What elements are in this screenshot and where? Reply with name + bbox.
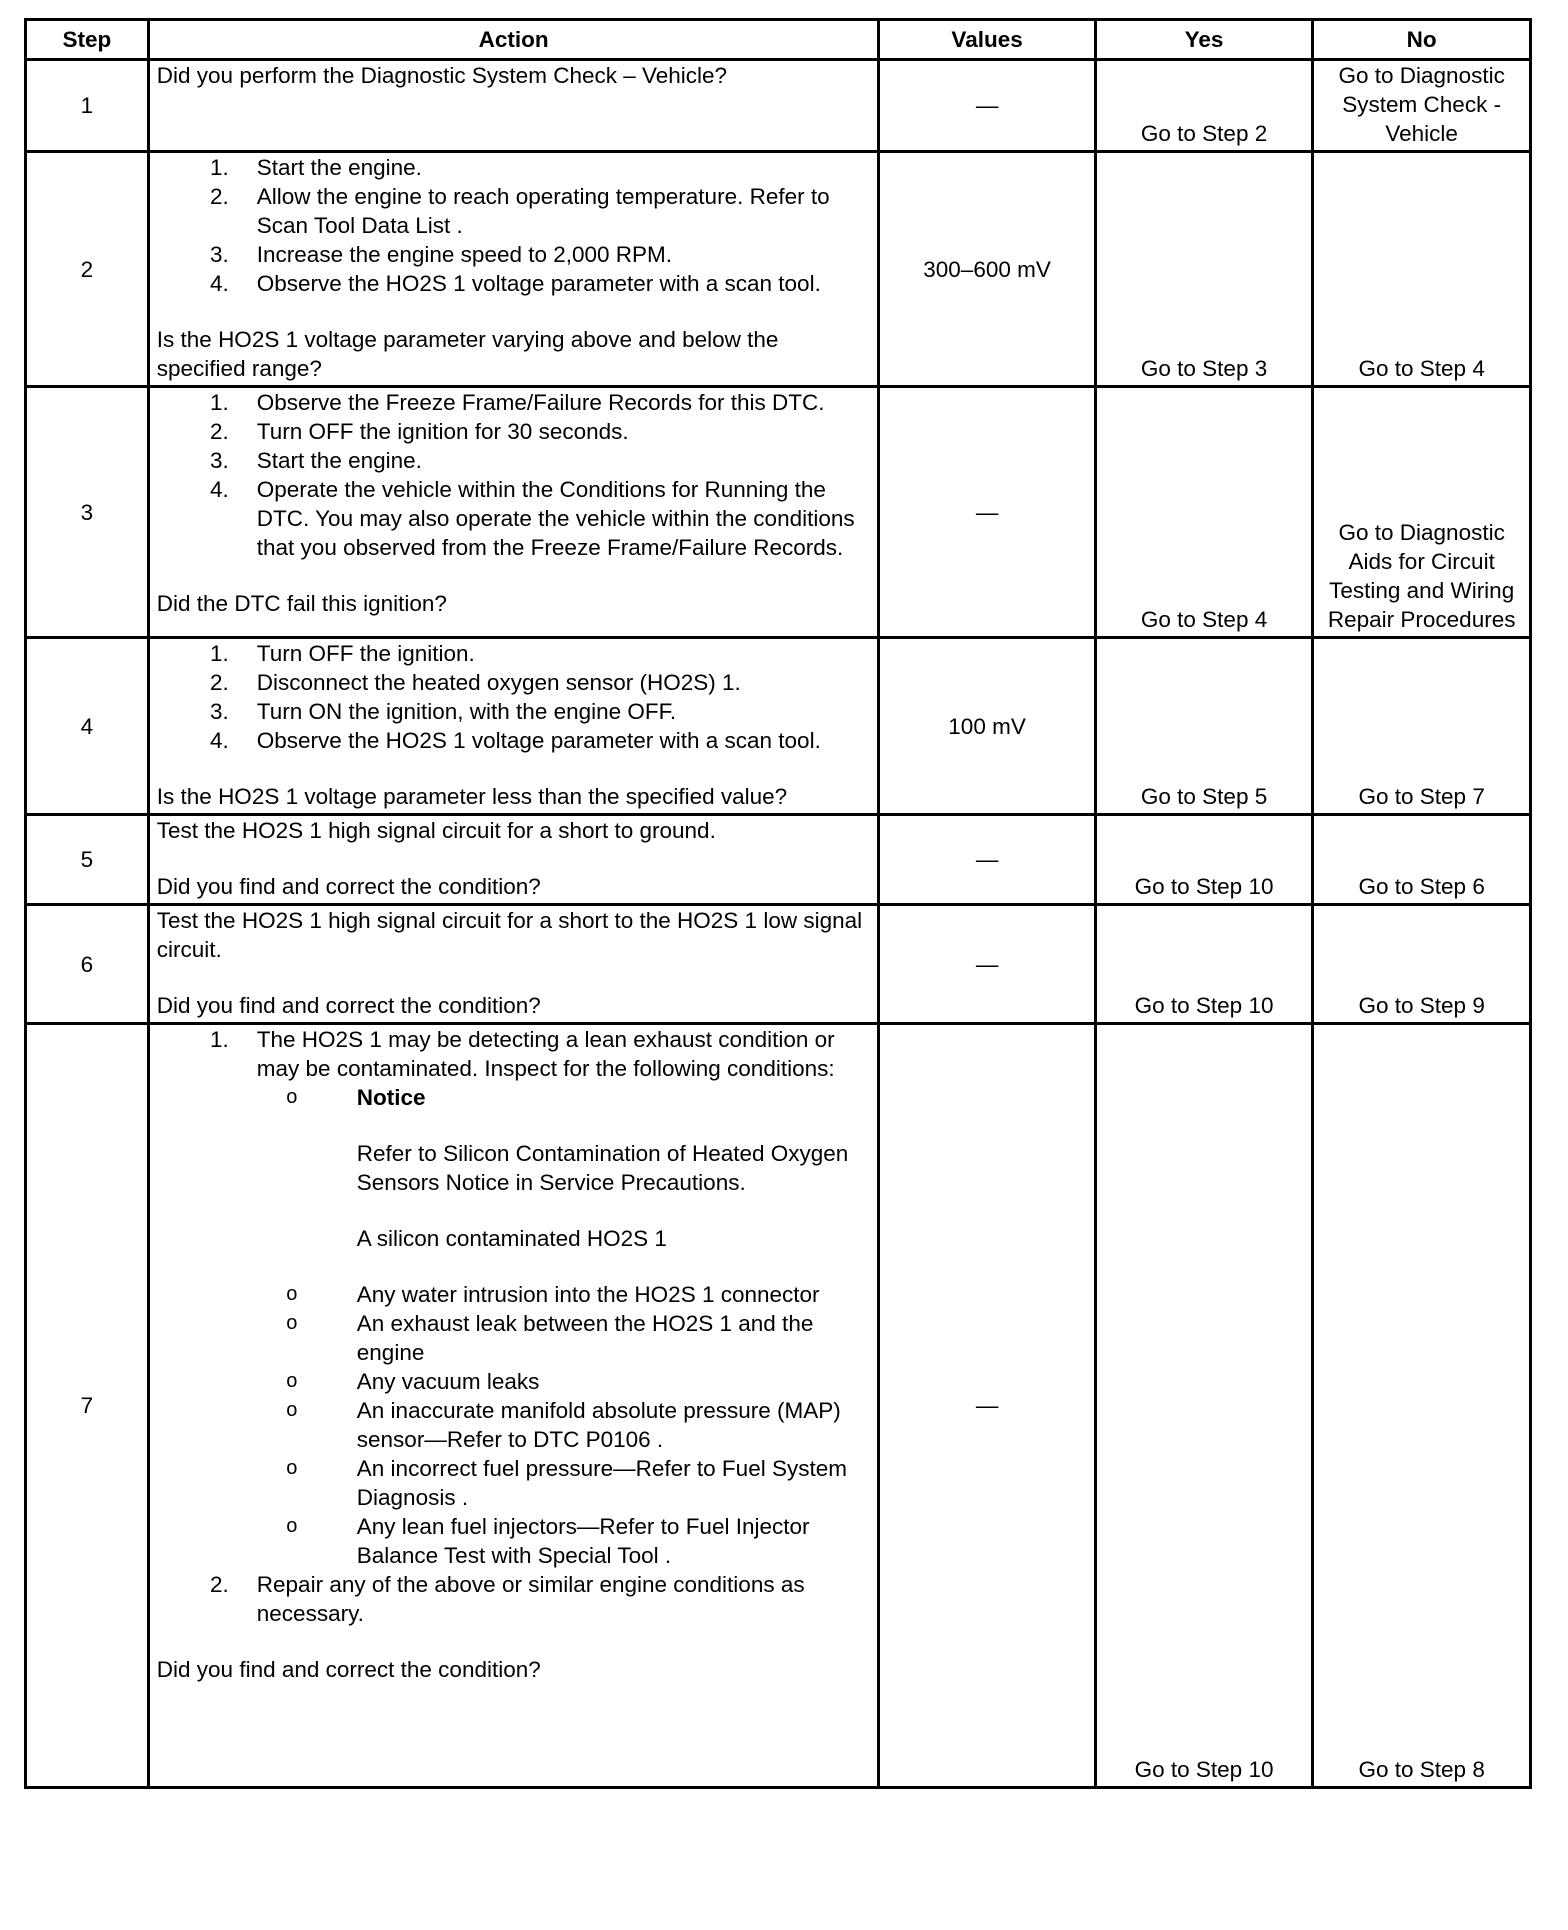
no-cell: Go to Diagnostic System Check - Vehicle [1313, 60, 1531, 152]
list-item [257, 1309, 872, 1367]
table-row [26, 60, 1531, 152]
table-row [26, 638, 1531, 815]
yes-cell: Go to Step 3 [1095, 152, 1313, 387]
action-text: Test the HO2S 1 high signal circuit for a short to ground. [156, 818, 716, 843]
bullet-icon: o [286, 1283, 298, 1305]
list-item [157, 726, 872, 755]
list-item [157, 417, 872, 446]
action-question: Did the DTC fail this ignition? [156, 591, 447, 616]
step-number: 3 [26, 387, 149, 638]
action-list [157, 153, 872, 298]
item-number: 2. [210, 184, 229, 209]
list-item [157, 153, 872, 182]
list-item [257, 1396, 872, 1454]
notice-item: A silicon contaminated HO2S 1 [356, 1226, 667, 1251]
list-item [157, 388, 872, 417]
item-text: Observe the HO2S 1 voltage parameter with a scan tool. [256, 728, 821, 753]
table-row [26, 152, 1531, 387]
no-cell: Go to Step 9 [1313, 905, 1531, 1024]
action-cell [148, 60, 879, 152]
item-text: Operate the vehicle within the Conditions for Running the DTC. You may also operate the vehicle within the conditions that you observed from the Freeze Frame/Failure Records. [256, 477, 855, 560]
list-item [157, 1025, 872, 1570]
item-text: An incorrect fuel pressure—Refer to Fuel System Diagnosis . [356, 1456, 847, 1510]
item-text: Disconnect the heated oxygen sensor (HO2S) 1. [256, 670, 741, 695]
header-action: Action [148, 20, 879, 60]
step-number: 2 [26, 152, 149, 387]
bullet-icon: o [286, 1086, 298, 1108]
header-values: Values [879, 20, 1095, 60]
item-text: Increase the engine speed to 2,000 RPM. [256, 242, 673, 267]
item-number: 4. [210, 477, 229, 502]
header-step: Step [26, 20, 149, 60]
no-cell: Go to Step 7 [1313, 638, 1531, 815]
value-cell: — [879, 1024, 1095, 1788]
step-number: 5 [26, 815, 149, 905]
step-number: 1 [26, 60, 149, 152]
list-item [257, 1280, 872, 1309]
action-list [157, 1025, 872, 1628]
action-question: Did you find and correct the condition? [156, 1657, 541, 1682]
step-number: 4 [26, 638, 149, 815]
header-row [26, 20, 1531, 60]
bullet-icon: o [286, 1370, 298, 1392]
no-cell: Go to Step 4 [1313, 152, 1531, 387]
step-number: 7 [26, 1024, 149, 1788]
no-cell: Go to Diagnostic Aids for Circuit Testing and Wiring Repair Procedures [1313, 387, 1531, 638]
item-text: Repair any of the above or similar engine conditions as necessary. [256, 1572, 805, 1626]
item-text: An inaccurate manifold absolute pressure (MAP) sensor—Refer to DTC P0106 . [356, 1398, 841, 1452]
yes-cell: Go to Step 2 [1095, 60, 1313, 152]
bullet-icon: o [286, 1399, 298, 1421]
item-text: Allow the engine to reach operating temperature. Refer to Scan Tool Data List . [256, 184, 830, 238]
action-cell [148, 387, 879, 638]
no-cell: Go to Step 8 [1313, 1024, 1531, 1788]
yes-cell: Go to Step 10 [1095, 1024, 1313, 1788]
table-row [26, 387, 1531, 638]
item-text: Any lean fuel injectors—Refer to Fuel Injector Balance Test with Special Tool . [356, 1514, 810, 1568]
list-item [157, 639, 872, 668]
item-number: 2. [210, 670, 229, 695]
list-item [157, 182, 872, 240]
list-item [157, 697, 872, 726]
list-item [157, 240, 872, 269]
value-cell: — [879, 60, 1095, 152]
table-row [26, 1024, 1531, 1788]
action-list [157, 639, 872, 755]
item-number: 4. [210, 271, 229, 296]
value-cell: 100 mV [879, 638, 1095, 815]
action-text: Test the HO2S 1 high signal circuit for a short to the HO2S 1 low signal circuit. [156, 908, 863, 962]
item-text: An exhaust leak between the HO2S 1 and the engine [356, 1311, 814, 1365]
item-number: 2. [210, 1572, 229, 1597]
yes-cell: Go to Step 4 [1095, 387, 1313, 638]
item-number: 2. [210, 419, 229, 444]
notice-title: Notice [356, 1085, 426, 1110]
action-list [157, 388, 872, 562]
action-question: Is the HO2S 1 voltage parameter varying above and below the specified range? [156, 327, 779, 381]
action-cell [148, 905, 879, 1024]
item-text [257, 1025, 872, 1570]
yes-cell: Go to Step 5 [1095, 638, 1313, 815]
list-item [157, 446, 872, 475]
action-cell [148, 638, 879, 815]
list-item [157, 668, 872, 697]
list-item [157, 269, 872, 298]
item-text: Observe the Freeze Frame/Failure Records for this DTC. [256, 390, 825, 415]
item-number: 3. [210, 242, 229, 267]
notice-block [357, 1083, 872, 1280]
action-cell [148, 815, 879, 905]
item-text: Start the engine. [256, 155, 422, 180]
bullet-icon: o [286, 1515, 298, 1537]
value-cell: — [879, 815, 1095, 905]
action-question: Did you find and correct the condition? [156, 874, 541, 899]
item-number: 3. [210, 699, 229, 724]
item-text: Any water intrusion into the HO2S 1 connector [356, 1282, 820, 1307]
item-number: 1. [210, 641, 229, 666]
item-text-main: The HO2S 1 may be detecting a lean exhaust condition or may be contaminated. Inspect for the following conditions: [256, 1027, 835, 1081]
value-cell: 300–600 mV [879, 152, 1095, 387]
yes-cell: Go to Step 10 [1095, 815, 1313, 905]
item-number: 4. [210, 728, 229, 753]
yes-cell: Go to Step 10 [1095, 905, 1313, 1024]
item-text: Turn OFF the ignition. [256, 641, 475, 666]
value-cell: — [879, 387, 1095, 638]
header-yes: Yes [1095, 20, 1313, 60]
list-item [257, 1367, 872, 1396]
no-cell: Go to Step 6 [1313, 815, 1531, 905]
item-text: Start the engine. [256, 448, 422, 473]
item-number: 3. [210, 448, 229, 473]
list-item [257, 1454, 872, 1512]
action-cell [148, 152, 879, 387]
item-text: Observe the HO2S 1 voltage parameter with a scan tool. [256, 271, 821, 296]
action-text: Did you perform the Diagnostic System Check – Vehicle? [156, 63, 728, 88]
notice-text: Refer to Silicon Contamination of Heated Oxygen Sensors Notice in Service Precautions. [356, 1141, 849, 1195]
action-question: Is the HO2S 1 voltage parameter less than the specified value? [156, 784, 788, 809]
step-number: 6 [26, 905, 149, 1024]
list-item [157, 1570, 872, 1628]
action-cell [148, 1024, 879, 1788]
value-cell: — [879, 905, 1095, 1024]
item-number: 1. [210, 1027, 229, 1052]
diagnostic-table [24, 18, 1532, 1789]
condition-list [157, 1083, 872, 1570]
bullet-icon: o [286, 1457, 298, 1479]
item-text: Turn ON the ignition, with the engine OFF. [256, 699, 677, 724]
list-item [157, 475, 872, 562]
item-text: Any vacuum leaks [356, 1369, 540, 1394]
item-number: 1. [210, 155, 229, 180]
list-item [257, 1083, 872, 1280]
item-text: Turn OFF the ignition for 30 seconds. [256, 419, 629, 444]
action-question: Did you find and correct the condition? [156, 993, 541, 1018]
table-row [26, 815, 1531, 905]
bullet-icon: o [286, 1312, 298, 1334]
table-row [26, 905, 1531, 1024]
header-no: No [1313, 20, 1531, 60]
list-item [257, 1512, 872, 1570]
item-number: 1. [210, 390, 229, 415]
